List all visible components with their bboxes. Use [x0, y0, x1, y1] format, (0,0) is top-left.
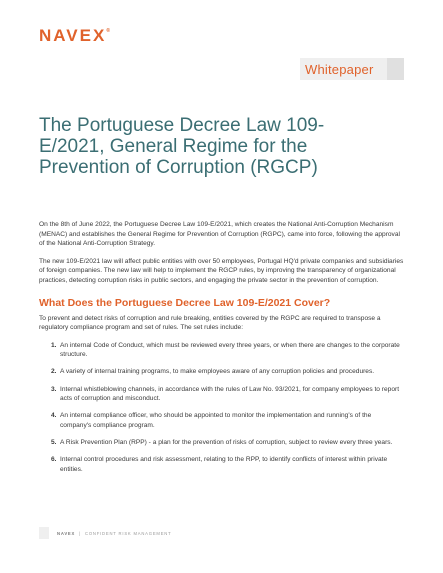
section-heading: What Does the Portuguese Decree Law 109-E/2021 Cover?	[39, 296, 331, 309]
list-number: 3.	[51, 385, 57, 393]
logo-text: NAVEX	[39, 26, 107, 45]
list-item	[51, 438, 404, 448]
list-number: 5.	[51, 438, 57, 446]
list-text: Internal whistleblowing channels, in accordance with the rules of Law No. 93/2021, for company employees to report acts of corruption and misconduct.	[60, 385, 400, 403]
rules-list	[39, 341, 404, 474]
page-footer	[39, 528, 171, 538]
list-item	[51, 385, 404, 404]
badge-accent-block	[387, 58, 404, 80]
list-number: 1.	[51, 341, 57, 349]
page-title: The Portuguese Decree Law 109-E/2021, General Regime for the Prevention of Corruption (RGCP)	[39, 115, 325, 178]
list-number: 4.	[51, 412, 57, 420]
footer-brand: NAVEX	[57, 530, 76, 536]
list-text: A variety of internal training programs, to make employees aware of any corruption policies and procedures.	[60, 368, 375, 376]
document-body	[39, 220, 404, 482]
list-text: An internal compliance officer, who should be appointed to monitor the implementation and running's of the company's compliance program.	[60, 412, 372, 429]
list-item	[51, 455, 404, 474]
list-text: An internal Code of Conduct, which must be reviewed every three years, or when there are changes to the corporate structure.	[60, 341, 400, 359]
footer-separator: |	[79, 530, 82, 536]
footer-tagline: CONFIDENT RISK MANAGEMENT	[85, 530, 172, 536]
list-text: A Risk Prevention Plan (RPP) - a plan for the prevention of risks of corruption, subject to review every three years.	[60, 438, 393, 446]
list-text: Internal control procedures and risk assessment, relating to the RPP, to identify conflicts of interest within private entities.	[60, 456, 388, 473]
whitepaper-badge: Whitepaper	[305, 62, 374, 77]
intro-paragraph-1: On the 8th of June 2022, the Portuguese Decree Law 109-E/2021, which creates the National Anti-Corruption Mechanism (MENAC) and establishes the General Regime for Prevention of Corruption (RGPC), came into force, following the approval of the National Anti-Corruption Strategy.	[39, 221, 400, 248]
list-number: 2.	[51, 368, 57, 376]
list-item	[51, 341, 404, 360]
intro-paragraph-2: The new 109-E/2021 law will affect public entities with over 50 employees, Portugal HQ'd private companies and subsidiaries of foreign companies. The new law will help to implement the RGCP rules, by improving the transparency of organizational practices, detecting corruption risks in public sectors, and engaging the private sector in the prevention of corruption.	[39, 257, 404, 284]
section-intro: To prevent and detect risks of corruption and rule breaking, entities covered by the RGPC are required to transpose a regulatory compliance program and set of rules. The set rules include:	[39, 314, 381, 332]
navex-logo	[39, 26, 110, 46]
list-number: 6.	[51, 456, 57, 463]
registered-mark: ®	[106, 28, 110, 34]
list-item	[51, 367, 404, 377]
list-item	[51, 411, 404, 430]
page-number-box	[39, 527, 49, 539]
